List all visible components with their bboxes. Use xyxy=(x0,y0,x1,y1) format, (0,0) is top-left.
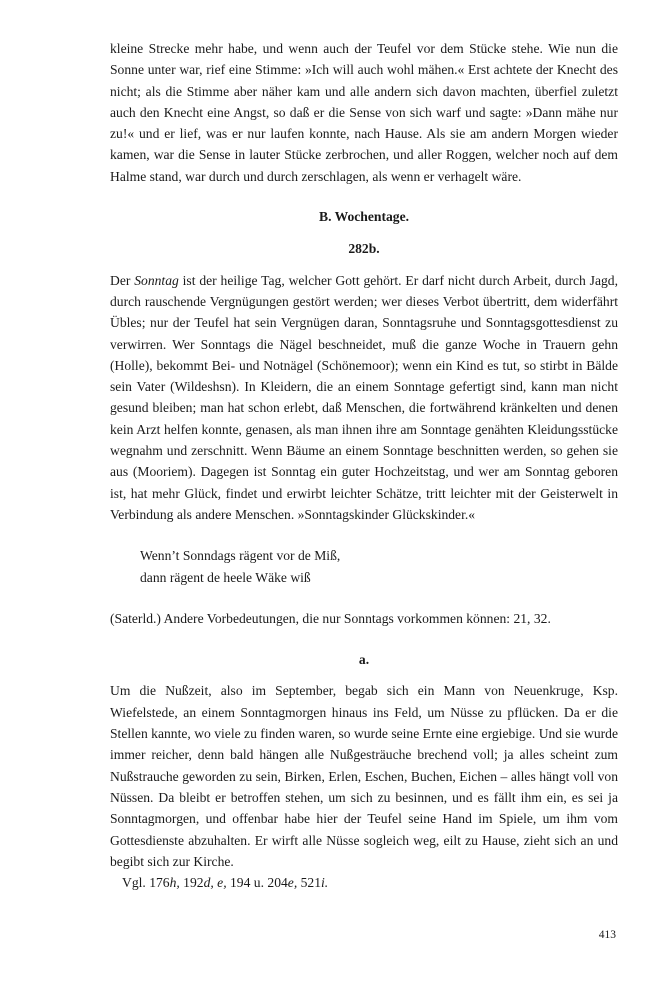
text-rest: ist der heilige Tag, welcher Gott gehört. Er darf nicht durch Arbeit, durch Jagd, durch rauschende Vergnügungen gestört werden; wer dieses Verbot übertritt, dem widerfährt Übles; nur der Teufel hat sein Vergnügen daran, Sonntagsruhe und Sonntagsgottesdienst zu verwirren. Wer Sonntags die Nägel beschneidet, muß die ganze Woche in Trauern gehn (Holle), bekommt Bei- und Notnägel (Schönemoor); wenn ein Kind es tut, so stirbt in Bälde sein Vater (Wildeshsn). In Kleidern, die an einem Sonntage gefertigt sind, kann man nicht gesund bleiben; man hat schon erlebt, daß Menschen, die fortwährend kränkelten und denen kein Arzt helfen konnte, genasen, als man ihnen ihre am Sonntage genähten Kleidungsstücke wegnahm und zerschnitt. Wenn Bäume an einem Sonntage beschnitten werden, so gehen sie aus (Mooriem). Dagegen ist Sonntag ein guter Hochzeitstag, und wer am Sonntag geboren ist, hat mehr Glück, findet und erwirbt leichter Schätze, tritt leichter mit der Geisterwelt in Verbindung als andere Menschen. »Sonntagskinder Glückskinder.« xyxy=(110,272,618,522)
ref-part: 194 u. 204 xyxy=(226,875,288,891)
verse-line: Wenn’t Sonndags rägent vor de Miß, xyxy=(140,548,341,564)
verse-quote xyxy=(140,545,618,588)
page-body xyxy=(110,38,618,893)
paragraph-sonntag xyxy=(110,270,618,526)
paragraph-story: Um die Nußzeit, also im September, begab sich ein Mann von Neuenkruge, Ksp. Wiefelstede, an einem Sonntagmorgen hinaus ins Feld, um Nüsse zu pflücken. Da er die Stellen kannte, wo viele zu finden waren, so wurde seine Ernte eine ergiebige. Und sie wurde immer reicher, denn bald hängen alle Nußgesträuche brechend voll; ja alles scheint zum Nußstrauche geworden zu sein, Birken, Erlen, Eschen, Buchen, Eichen – alles hängt voll von Nüssen. Da bleibt er betroffen stehen, um sich zu besinnen, und es fällt ihm ein, es sei ja Sonntagmorgen, und offenbar habe hier der Teufel seine Hand im Spiele, um ihm vom Gottesdienste abzuhalten. Er wirft alle Nüsse sogleich weg, eilt zu Hause, zieht sich an und begibt sich zur Kirche. xyxy=(110,683,618,869)
ref-part: 192 xyxy=(179,875,204,891)
ref-part: Vgl. 176 xyxy=(122,875,170,891)
cross-reference xyxy=(110,872,618,893)
subsection-heading: a. xyxy=(358,652,370,668)
term-sonntag: Sonntag xyxy=(134,272,179,288)
page-number: 413 xyxy=(598,929,616,941)
ref-italic: d, e, xyxy=(203,875,227,891)
ref-italic: e, xyxy=(287,875,298,891)
text-lead: Der xyxy=(110,272,135,288)
section-heading: B. Wochentage. xyxy=(319,209,409,225)
ref-italic: i. xyxy=(321,875,329,891)
ref-italic: h, xyxy=(169,875,180,891)
paragraph-saterland: (Saterld.) Andere Vorbedeutungen, die nur Sonntags vorkommen können: 21, 32. xyxy=(110,610,551,626)
paragraph-continuation: kleine Strecke mehr habe, und wenn auch der Teufel vor dem Stücke stehe. Wie nun die Sonne unter war, rief eine Stimme: »Ich will auch wohl mähen.« Erst achtete der Knecht des nicht; als die Stimme aber näher kam und alle andern sich davon machten, überfiel zuletzt auch den Knecht eine Angst, so daß er die Sense von sich warf und sagte: »Dann mähe nur zu!« und er lief, was er nur laufen konnte, nach Hause. Als sie am andern Morgen wieder kamen, war die Sense in lauter Stücke zerbrochen, und aller Roggen, welcher noch auf dem Halme stand, war durch und durch zerschlagen, als wenn er verhagelt wäre. xyxy=(110,41,618,184)
verse-line: dann rägent de heele Wäke wiß xyxy=(140,569,311,585)
entry-number: 282b. xyxy=(348,241,380,257)
ref-part: 521 xyxy=(297,875,322,891)
